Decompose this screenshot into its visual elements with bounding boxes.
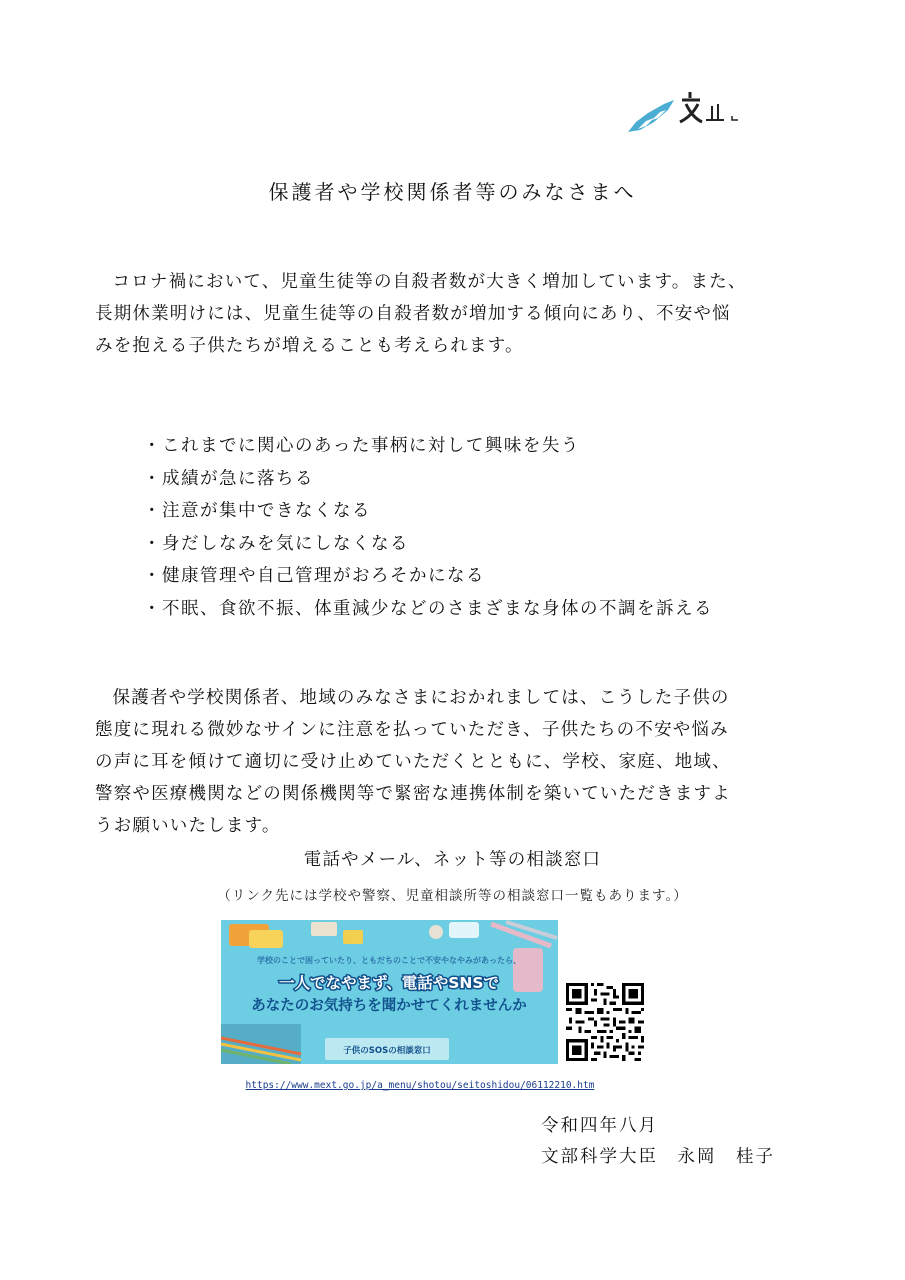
list-item: ・ 不眠、食欲不振、体重減少などのさまざまな身体の不調を訴える	[143, 593, 713, 626]
request-line: 警察や医療機関などの関係機関等で緊密な連携体制を築いていただきますよ	[95, 784, 731, 804]
sos-consultation-banner[interactable]	[221, 920, 558, 1064]
intro-line: コロナ禍において、児童生徒等の自殺者数が大きく増加しています。また、	[112, 272, 747, 292]
consultation-url-link[interactable]: https://www.mext.go.jp/a_menu/shotou/seitoshidou/06112210.htm	[245, 1080, 595, 1091]
page-title: 保護者や学校関係者等のみなさまへ	[268, 180, 637, 204]
request-paragraph	[95, 682, 835, 842]
banner-headline: 一人でなやまず、電話やSNSで	[278, 974, 500, 992]
list-item: ・ 注意が集中できなくなる	[143, 495, 713, 528]
warning-signs-list	[143, 430, 713, 626]
contact-heading: 電話やメール、ネット等の相談窓口	[303, 850, 602, 870]
ministry-logo	[628, 80, 768, 140]
list-item: ・ 健康管理や自己管理がおろそかになる	[143, 560, 713, 593]
list-item: ・ 成績が急に落ちる	[143, 463, 713, 496]
banner-question: あなたのお気持ちを聞かせてくれませんか	[251, 998, 527, 1014]
request-line: の声に耳を傾けて適切に受け止めていただくとともに、学校、家庭、地域、	[95, 752, 731, 772]
banner-subline: 学校のことで困っていたり、ともだちのことで不安やなやみがあったら、	[257, 956, 521, 965]
request-line: 保護者や学校関係者、地域のみなさまにおかれましては、こうした子供の	[112, 688, 730, 708]
list-item: ・ 身だしなみを気にしなくなる	[143, 528, 713, 561]
intro-line: 長期休業明けには、児童生徒等の自殺者数が増加する傾向にあり、不安や悩	[95, 304, 731, 324]
issue-date: 令和四年八月	[541, 1116, 658, 1136]
request-line: 態度に現れる微妙なサインに注意を払っていただき、子供たちの不安や悩み	[95, 720, 729, 740]
intro-line: みを抱える子供たちが増えることも考えられます。	[95, 336, 524, 356]
list-item: ・ これまでに関心のあった事柄に対して興味を失う	[143, 430, 713, 463]
banner-caption: 子供のSOSの相談窓口	[343, 1046, 431, 1056]
contact-note: （リンク先には学校や警察、児童相談所等の相談窓口一覧もあります。）	[217, 888, 688, 904]
minister-signature: 文部科学大臣 永岡 桂子	[541, 1147, 775, 1167]
request-line: うお願いいたします。	[95, 816, 281, 836]
qr-code[interactable]	[566, 983, 644, 1061]
intro-paragraph	[95, 266, 835, 362]
